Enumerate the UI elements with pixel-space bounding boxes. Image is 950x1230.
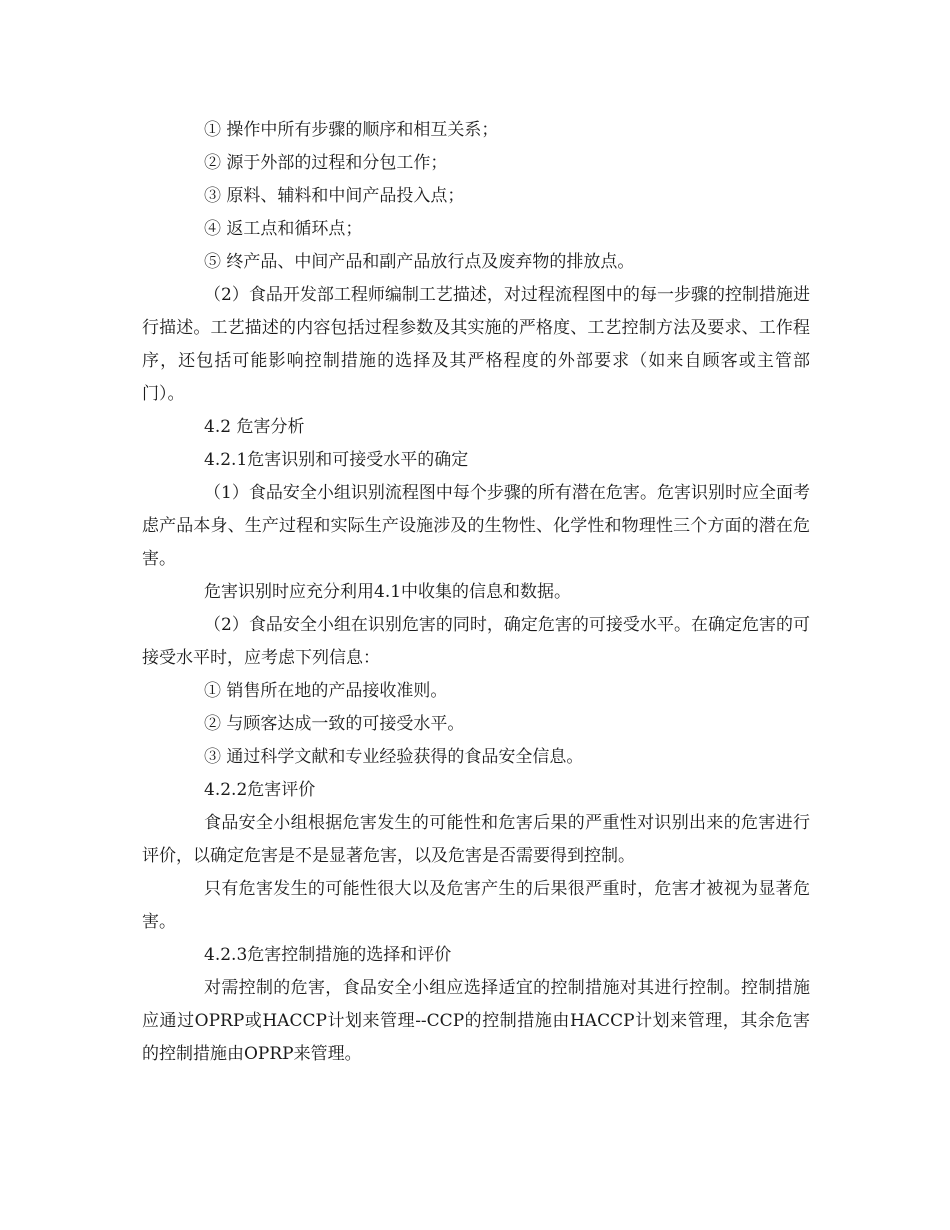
list-item: ② 源于外部的过程和分包工作； xyxy=(204,153,448,173)
subsection-heading: 4.2.2危害评价 xyxy=(204,780,316,800)
paragraph-use-information: 危害识别时应充分利用4.1中收集的信息和数据。 xyxy=(204,582,572,602)
list-item: ⑤ 终产品、中间产品和副产品放行点及废弃物的排放点。 xyxy=(204,252,635,272)
subsection-heading: 4.2.3危害控制措施的选择和评价 xyxy=(204,945,452,965)
paragraph-hazard-identification: （1）食品安全小组识别流程图中每个步骤的所有潜在危害。危害识别时应全面考虑产品本身、生产过程和实际生产设施涉及的生物性、化学性和物理性三个方面的潜在危害。 xyxy=(142,483,810,569)
paragraph-control-measures: 对需控制的危害，食品安全小组应选择适宜的控制措施对其进行控制。控制措施应通过OPRP或HACCP计划来管理--CCP的控制措施由HACCP计划来管理，其余危害的控制措施由OPRP来管理。 xyxy=(142,978,810,1064)
document-body xyxy=(142,114,810,1071)
list-item: ③ 通过科学文献和专业经验获得的食品安全信息。 xyxy=(204,747,584,767)
list-item: ① 操作中所有步骤的顺序和相互关系； xyxy=(204,120,499,140)
list-item: ② 与顾客达成一致的可接受水平。 xyxy=(204,714,465,734)
list-item: ④ 返工点和循环点； xyxy=(204,219,363,239)
subsection-heading: 4.2.1危害识别和可接受水平的确定 xyxy=(204,450,469,470)
list-item: ③ 原料、辅料和中间产品投入点； xyxy=(204,186,465,206)
section-heading: 4.2 危害分析 xyxy=(204,417,305,437)
list-item: ① 销售所在地的产品接收准则。 xyxy=(204,681,448,701)
paragraph-hazard-evaluation: 食品安全小组根据危害发生的可能性和危害后果的严重性对识别出来的危害进行评价，以确定危害是不是显著危害，以及危害是否需要得到控制。 xyxy=(142,813,810,866)
paragraph-process-description: （2）食品开发部工程师编制工艺描述，对过程流程图中的每一步骤的控制措施进行描述。工艺描述的内容包括过程参数及其实施的严格度、工艺控制方法及要求、工作程序，还包括可能影响控制措施的选择及其严格程度的外部要求（如来自顾客或主管部门）。 xyxy=(142,285,810,404)
paragraph-significant-hazard: 只有危害发生的可能性很大以及危害产生的后果很严重时，危害才被视为显著危害。 xyxy=(142,879,810,932)
paragraph-acceptable-level: （2）食品安全小组在识别危害的同时，确定危害的可接受水平。在确定危害的可接受水平时，应考虑下列信息： xyxy=(142,615,810,668)
